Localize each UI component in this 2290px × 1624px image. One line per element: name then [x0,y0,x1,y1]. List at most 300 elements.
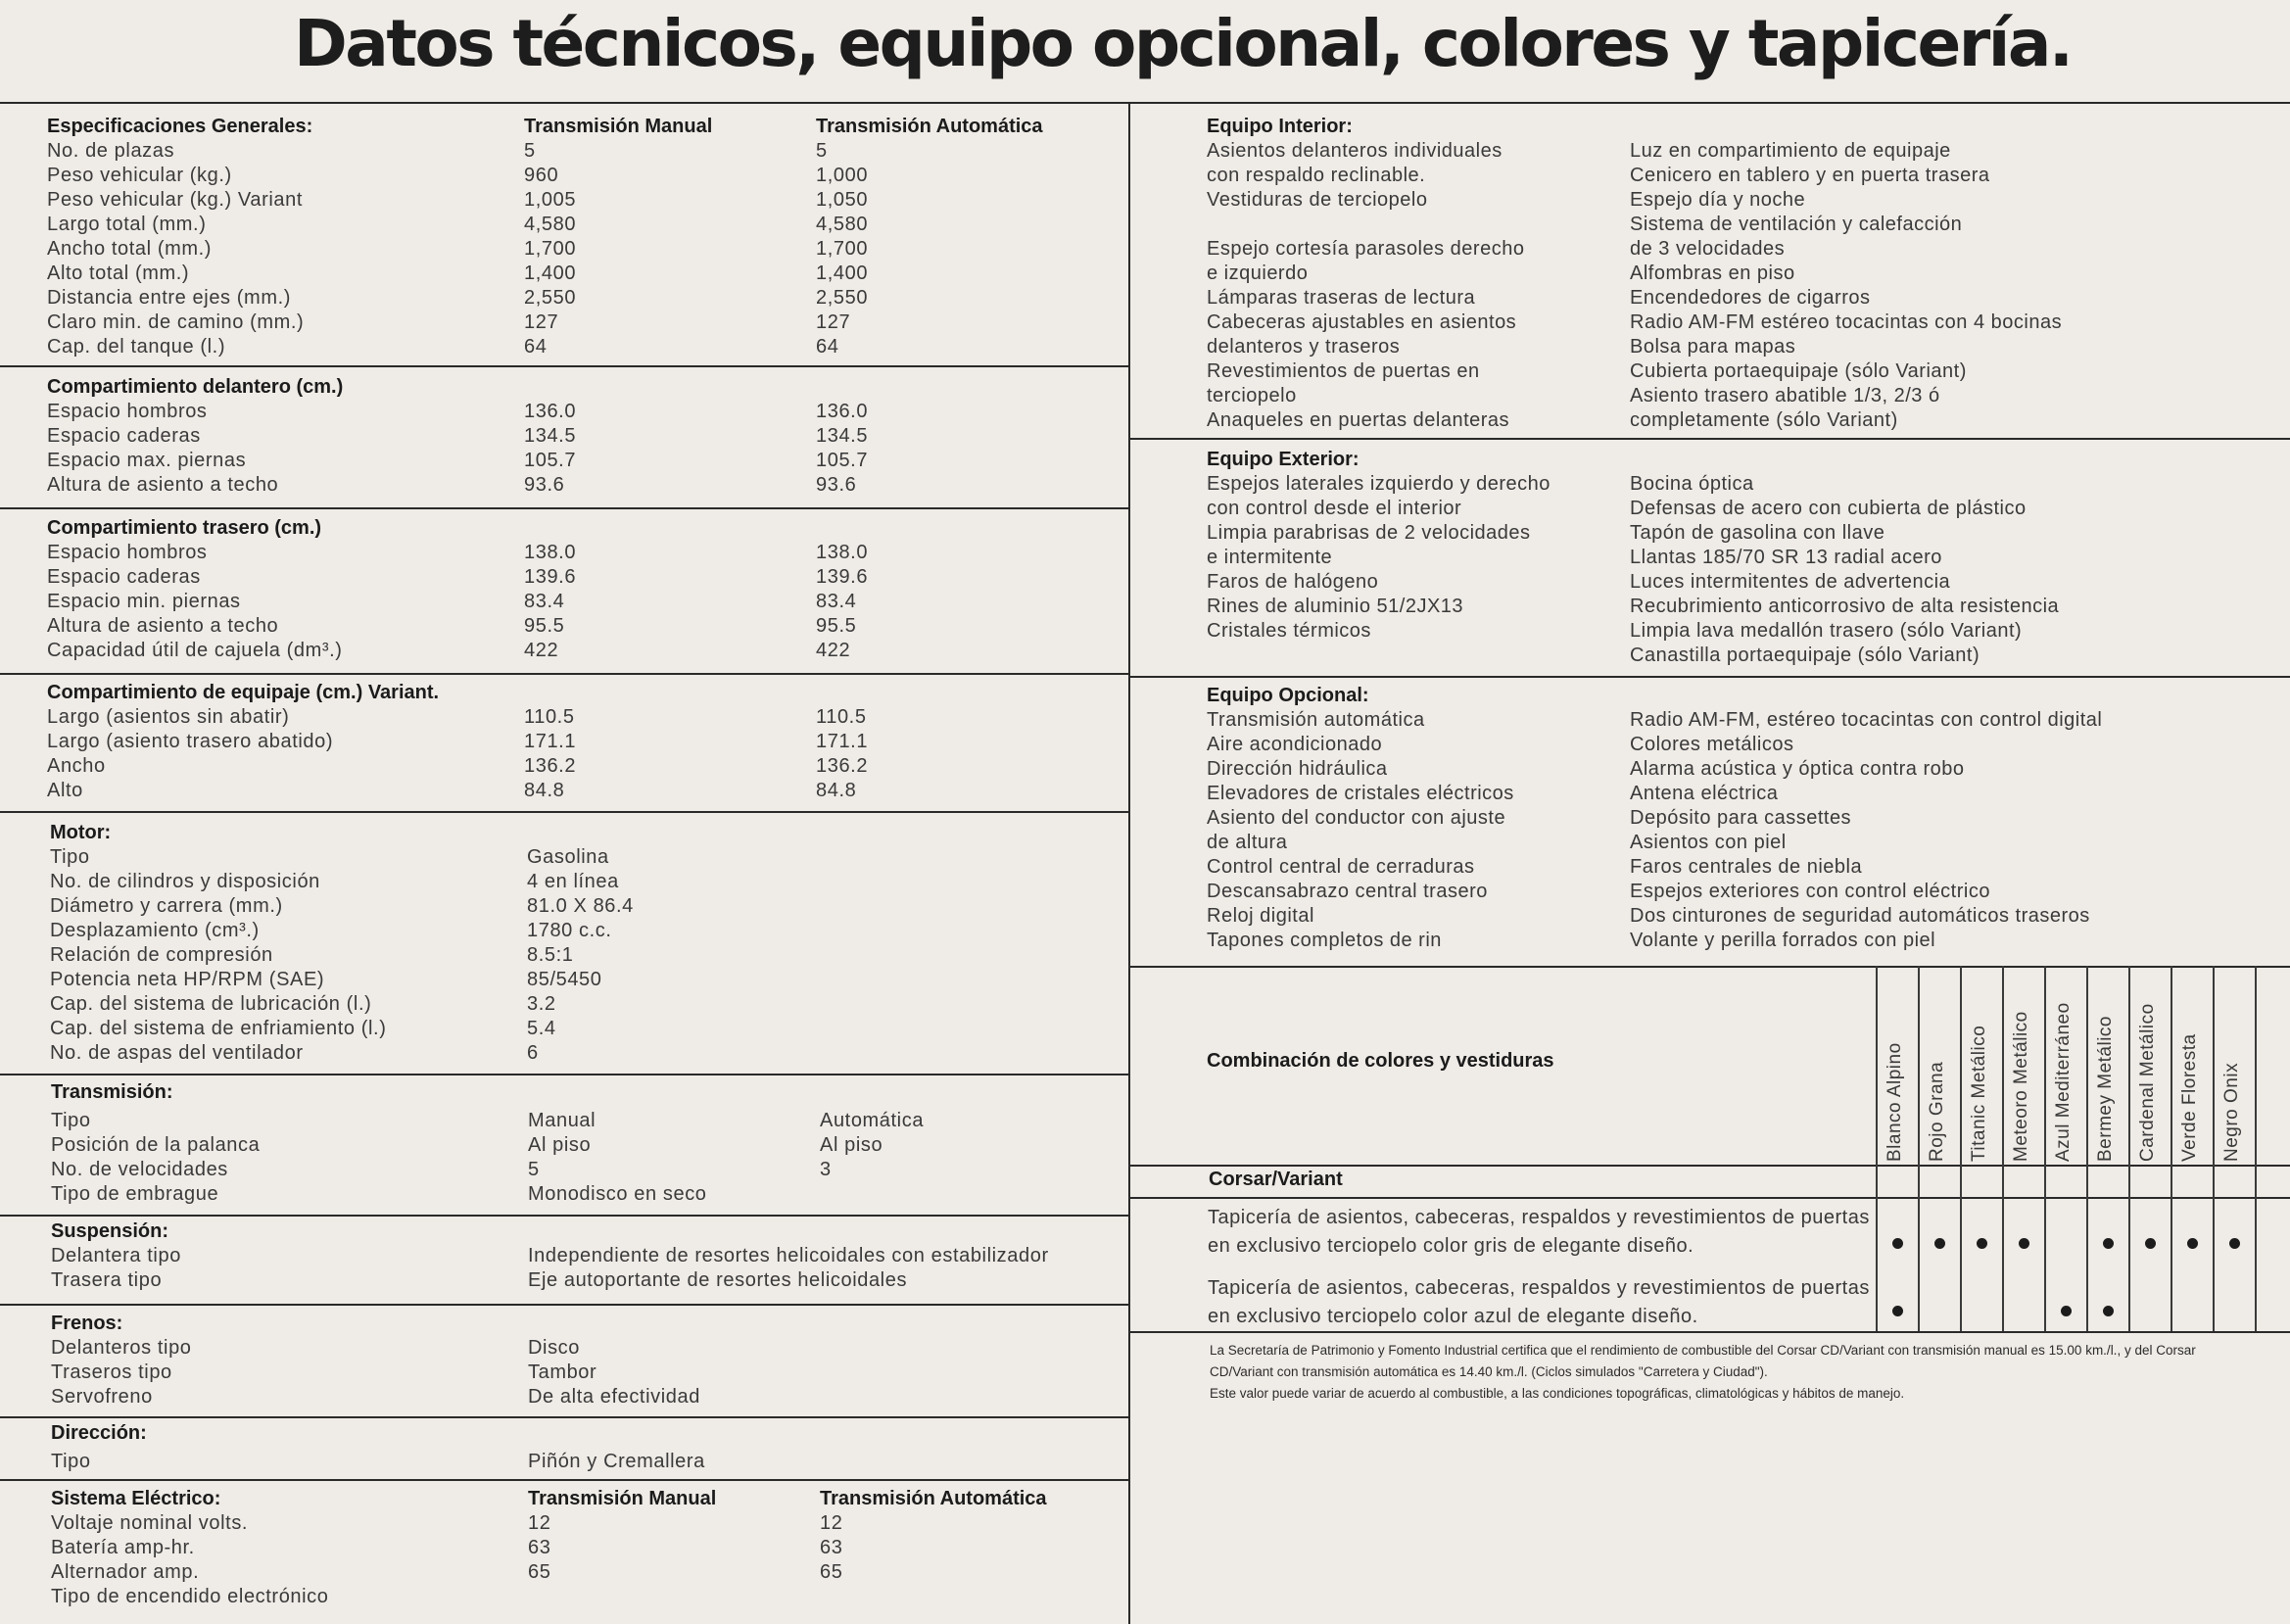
spec-label: Espacio caderas [47,566,201,588]
spec-row [47,310,1115,335]
color-name: Azul Mediterráneo [2053,1002,2074,1162]
spec-row [47,705,1115,730]
list-item: Radio AM-FM estéreo tocacintas con 4 bocinas [1630,311,2063,333]
color-grid-line [2213,966,2215,1331]
spec-auto: 139.6 [816,566,869,588]
color-name: Titanic Metálico [1969,1025,1989,1162]
spec-manual: 1,005 [524,189,577,211]
list-item: Revestimientos de puertas en [1207,360,1480,382]
list-item: Antena eléctrica [1630,783,1779,804]
section-heading: Frenos: [51,1313,123,1334]
spec-row [51,1244,1119,1268]
spec-manual: 127 [524,311,559,333]
spec-row [50,968,1118,992]
list-item: Reloj digital [1207,905,1314,927]
spec-label: Potencia neta HP/RPM (SAE) [50,969,325,990]
section-heading: Dirección: [51,1422,147,1444]
list-item: e izquierdo [1207,263,1309,284]
list-item: Asientos con piel [1630,832,1787,853]
availability-dot [1934,1238,1945,1249]
list-item: Luz en compartimiento de equipaje [1630,140,1951,162]
color-grid-line [1876,966,1878,1331]
section-heading: Sistema Eléctrico: [51,1488,221,1509]
spec-row [50,943,1118,968]
spec-row [51,1536,1119,1560]
spec-auto: 3 [820,1159,832,1180]
spec-manual: 63 [528,1537,551,1558]
spec-row [47,213,1115,237]
upholstery-gray: Tapicería de asientos, cabeceras, respaldos y revestimientos de puertas en exclusivo terciopelo color gris de elegante diseño. [1208,1207,1870,1257]
list-item: de altura [1207,832,1288,853]
list-item: Defensas de acero con cubierta de plástico [1630,498,2027,519]
list-item: Descansabrazo central trasero [1207,881,1488,902]
spec-manual: 4,580 [524,214,577,235]
spec-label: No. de velocidades [51,1159,228,1180]
spec-manual: 65 [528,1561,551,1583]
spec-label: Delantera tipo [51,1245,181,1266]
spec-label: Altura de asiento a techo [47,474,279,496]
spec-auto: 4,580 [816,214,869,235]
spec-manual: 960 [524,165,559,186]
availability-dot [2061,1306,2072,1316]
fuel-note-line: Este valor puede variar de acuerdo al combustible, a las condiciones topográficas, climatológicas y hábitos de manejo. [1210,1386,1905,1401]
color-grid-line [2255,966,2257,1331]
spec-label: Cap. del sistema de lubricación (l.) [50,993,372,1015]
color-name: Rojo Grana [1927,1061,1947,1162]
steering-specs [51,1421,1119,1474]
spec-row [51,1109,1119,1133]
color-table-heading: Combinación de colores y vestiduras [1207,1050,1554,1072]
spec-row [50,845,1118,870]
spec-auto: 422 [816,640,851,661]
section-heading: Equipo Interior: [1207,116,1353,137]
upholstery-blue: Tapicería de asientos, cabeceras, respaldos y revestimientos de puertas en exclusivo terciopelo color azul de elegante diseño. [1208,1277,1870,1327]
spec-label: Relación de compresión [50,944,273,966]
spec-label: Cap. del tanque (l.) [47,336,226,358]
section-heading: Equipo Opcional: [1207,685,1369,706]
spec-row [50,992,1118,1017]
spec-label: Alto [47,780,83,801]
availability-dot [2229,1238,2240,1249]
column-header-auto: Transmisión Automática [816,116,1043,137]
spec-auto: 171.1 [816,731,869,752]
list-item: Encendedores de cigarros [1630,287,1871,309]
spec-label: Espacio hombros [47,401,208,422]
color-name: Meteoro Metálico [2011,1011,2031,1162]
divider [0,365,1128,367]
spec-label: Tipo [50,846,90,868]
divider [1128,1165,2290,1167]
page-title: Datos técnicos, equipo opcional, colores y tapicería. [294,6,2072,81]
spec-value: Eje autoportante de resortes helicoidales [528,1269,908,1291]
list-item: Limpia parabrisas de 2 velocidades [1207,522,1531,544]
column-header-auto: Transmisión Automática [820,1488,1047,1509]
spec-auto: 1,400 [816,263,869,284]
spec-row [47,164,1115,188]
section-heading: Suspensión: [51,1220,169,1242]
spec-auto: 84.8 [816,780,857,801]
availability-dot [1977,1238,1987,1249]
spec-label: Largo (asiento trasero abatido) [47,731,334,752]
spec-manual: 139.6 [524,566,577,588]
spec-label: Distancia entre ejes (mm.) [47,287,291,309]
spec-label: Espacio min. piernas [47,591,241,612]
spec-label: Capacidad útil de cajuela (dm³.) [47,640,343,661]
spec-auto: Automática [820,1110,925,1131]
electrical-specs [51,1487,1119,1609]
spec-label: Ancho total (mm.) [47,238,213,260]
spec-manual: 1,700 [524,238,577,260]
list-item: con respaldo reclinable. [1207,165,1426,186]
divider [0,673,1128,675]
list-item: Espejo día y noche [1630,189,1806,211]
availability-dot [2187,1238,2198,1249]
color-grid-line [1918,966,1920,1331]
availability-dot [1892,1238,1903,1249]
spec-auto: 1,700 [816,238,869,260]
list-item: terciopelo [1207,385,1297,406]
spec-label: Claro min. de camino (mm.) [47,311,305,333]
spec-label: Espacio caderas [47,425,201,447]
divider [0,811,1128,813]
spec-row [50,1017,1118,1041]
exterior-equipment [1207,448,2265,666]
availability-dot [1892,1306,1903,1316]
spec-row [47,449,1115,473]
spec-row [51,1511,1119,1536]
equipment-list-a [1207,139,1618,433]
list-item: con control desde el interior [1207,498,1462,519]
spec-row [47,335,1115,359]
front-compartment [47,375,1115,498]
spec-auto: Al piso [820,1134,883,1156]
spec-value: Disco [528,1337,581,1359]
spec-label: Servofreno [51,1386,153,1408]
list-item: Cenicero en tablero y en puerta trasera [1630,165,1990,186]
spec-label: Peso vehicular (kg.) Variant [47,189,303,211]
list-item: Transmisión automática [1207,709,1425,731]
divider [0,1304,1128,1306]
spec-manual: 5 [528,1159,540,1180]
list-item: e intermitente [1207,547,1333,568]
spec-row [47,188,1115,213]
spec-manual: 95.5 [524,615,565,637]
color-name: Cardenal Metálico [2137,1003,2158,1162]
spec-label: No. de plazas [47,140,175,162]
spec-auto: 63 [820,1537,843,1558]
color-name: Verde Floresta [2179,1033,2200,1162]
list-item: Tapón de gasolina con llave [1630,522,1885,544]
divider [1128,676,2290,678]
spec-auto: 105.7 [816,450,869,471]
equipment-list-a [1207,708,1618,953]
spec-auto: 138.0 [816,542,869,563]
spec-row [47,779,1115,803]
list-item: Asiento trasero abatible 1/3, 2/3 ó [1630,385,1940,406]
section-heading: Compartimiento de equipaje (cm.) Variant. [47,682,440,703]
center-divider [1128,102,1130,1624]
availability-dot [2103,1238,2114,1249]
spec-value: 4 en línea [527,871,619,892]
spec-row [51,1336,1119,1361]
list-item: Canastilla portaequipaje (sólo Variant) [1630,645,1980,666]
spec-auto: 1,000 [816,165,869,186]
spec-row [51,1585,1119,1609]
spec-row [51,1385,1119,1409]
availability-dot [2145,1238,2156,1249]
spec-value: De alta efectividad [528,1386,700,1408]
spec-label: Largo total (mm.) [47,214,207,235]
spec-label: Tipo [51,1110,91,1131]
spec-label: Traseros tipo [51,1361,172,1383]
color-grid-line [2002,966,2004,1331]
list-item: Sistema de ventilación y calefacción [1630,214,1963,235]
spec-row [47,754,1115,779]
spec-label: Desplazamiento (cm³.) [50,920,260,941]
spec-row [51,1268,1119,1293]
list-item: Anaqueles en puertas delanteras [1207,409,1510,431]
rear-compartment [47,516,1115,663]
divider [1128,966,2290,968]
spec-label: Espacio hombros [47,542,208,563]
equipment-list-b [1630,708,2257,953]
spec-value: 8.5:1 [527,944,574,966]
interior-equipment [1207,115,2265,431]
spec-row [47,473,1115,498]
spec-row [51,1158,1119,1182]
section-heading: Motor: [50,822,112,843]
list-item: delanteros y traseros [1207,336,1401,358]
spec-value: 6 [527,1042,539,1064]
suspension-specs [51,1219,1119,1293]
transmission-specs [51,1080,1119,1207]
spec-manual: 93.6 [524,474,565,496]
spec-row [47,286,1115,310]
color-grid-line [2128,966,2130,1331]
divider [0,507,1128,509]
list-item: Dirección hidráulica [1207,758,1388,780]
list-item: Espejo cortesía parasoles derecho [1207,238,1525,260]
list-item: Dos cinturones de seguridad automáticos traseros [1630,905,2090,927]
spec-auto: 134.5 [816,425,869,447]
color-grid-line [1960,966,1962,1331]
spec-auto: 83.4 [816,591,857,612]
equipment-list-a [1207,472,1618,644]
spec-label: Alternador amp. [51,1561,200,1583]
spec-manual: Al piso [528,1134,592,1156]
spec-row [50,1041,1118,1066]
divider [1128,438,2290,440]
spec-row [47,730,1115,754]
divider [1128,1197,2290,1199]
equipment-list-b [1630,139,2257,433]
section-heading: Compartimiento delantero (cm.) [47,376,344,398]
spec-value: Tambor [528,1361,597,1383]
spec-manual: 138.0 [524,542,577,563]
spec-auto: 110.5 [816,706,867,728]
color-name: Blanco Alpino [1884,1042,1905,1162]
luggage-compartment [47,681,1115,803]
list-item: Cristales térmicos [1207,620,1371,642]
list-item: Faros de halógeno [1207,571,1379,593]
spec-row [47,262,1115,286]
spec-manual: 105.7 [524,450,577,471]
list-item: Recubrimiento anticorrosivo de alta resistencia [1630,596,2060,617]
fuel-note-line: La Secretaría de Patrimonio y Fomento Industrial certifica que el rendimiento de combustible del Corsar CD/Variant con transmisión manual es 15.00 km./l., y del Corsar CD/Variant con transmisión automática es 14.40 km./l. (Ciclos simulados "Carretera y Ciudad"). [1210,1343,2196,1379]
list-item: Bolsa para mapas [1630,336,1796,358]
spec-label: Trasera tipo [51,1269,163,1291]
spec-manual: 110.5 [524,706,575,728]
spec-row [51,1450,1119,1474]
spec-value: 3.2 [527,993,556,1015]
equipment-list-b [1630,472,2257,668]
divider [0,1074,1128,1075]
divider [0,1479,1128,1481]
spec-row [51,1361,1119,1385]
list-item: Limpia lava medallón trasero (sólo Variant) [1630,620,2023,642]
spec-auto: 2,550 [816,287,869,309]
spec-value: Gasolina [527,846,609,868]
spec-row [47,400,1115,424]
spec-row [47,541,1115,565]
color-grid-line [2044,966,2046,1331]
top-rule [0,102,2290,104]
list-item: Espejos exteriores con control eléctrico [1630,881,1990,902]
list-item: Faros centrales de niebla [1630,856,1863,878]
color-name: Bermey Metálico [2095,1016,2116,1162]
column-header-manual: Transmisión Manual [528,1488,717,1509]
spec-label: Voltaje nominal volts. [51,1512,249,1534]
optional-equipment [1207,684,2265,951]
spec-manual: 5 [524,140,536,162]
spec-value: 81.0 X 86.4 [527,895,634,917]
list-item: Alarma acústica y óptica contra robo [1630,758,1965,780]
list-item: Asiento del conductor con ajuste [1207,807,1506,829]
spec-label: Tipo de embrague [51,1183,219,1205]
spec-row [47,424,1115,449]
list-item: Bocina óptica [1630,473,1754,495]
column-header-manual: Transmisión Manual [524,116,713,137]
spec-manual: 83.4 [524,591,565,612]
spec-auto: 65 [820,1561,843,1583]
list-item: Aire acondicionado [1207,734,1383,755]
color-name: Negro Onix [2221,1062,2242,1162]
spec-manual: 136.0 [524,401,577,422]
list-item: Rines de aluminio 51/2JX13 [1207,596,1464,617]
spec-auto: 127 [816,311,851,333]
spec-value: 1780 c.c. [527,920,612,941]
spec-manual: 84.8 [524,780,565,801]
list-item: completamente (sólo Variant) [1630,409,1898,431]
list-item: Alfombras en piso [1630,263,1795,284]
spec-auto: 1,050 [816,189,869,211]
spec-auto: 12 [820,1512,843,1534]
spec-label: Delanteros tipo [51,1337,192,1359]
section-heading: Compartimiento trasero (cm.) [47,517,322,539]
list-item: Asientos delanteros individuales [1207,140,1503,162]
spec-auto: 64 [816,336,839,358]
divider [0,1215,1128,1217]
spec-row [47,139,1115,164]
spec-value: Independiente de resortes helicoidales con estabilizador [528,1245,1049,1266]
spec-label: Peso vehicular (kg.) [47,165,232,186]
divider [1128,1331,2290,1333]
model-label: Corsar/Variant [1209,1169,1343,1190]
spec-row [51,1182,1119,1207]
spec-value: 85/5450 [527,969,602,990]
spec-label: Espacio max. piernas [47,450,247,471]
list-item [1207,213,1618,237]
list-item: Cubierta portaequipaje (sólo Variant) [1630,360,1967,382]
spec-label: Posición de la palanca [51,1134,261,1156]
spec-row [47,237,1115,262]
spec-label: Diámetro y carrera (mm.) [50,895,283,917]
spec-auto: 93.6 [816,474,857,496]
spec-label: No. de aspas del ventilador [50,1042,304,1064]
list-item: de 3 velocidades [1630,238,1786,260]
spec-row [50,919,1118,943]
list-item: Luces intermitentes de advertencia [1630,571,1951,593]
spec-auto: 95.5 [816,615,857,637]
spec-manual: 134.5 [524,425,577,447]
color-grid-line [2086,966,2088,1331]
list-item: Vestiduras de terciopelo [1207,189,1428,211]
spec-manual: Manual [528,1110,596,1131]
spec-label: Alto total (mm.) [47,263,190,284]
availability-dot [2019,1238,2029,1249]
spec-value: Piñón y Cremallera [528,1451,705,1472]
list-item: Llantas 185/70 SR 13 radial acero [1630,547,1942,568]
spec-manual: 136.2 [524,755,577,777]
spec-row [47,614,1115,639]
spec-label: Batería amp-hr. [51,1537,195,1558]
spec-auto: 136.0 [816,401,869,422]
list-item: Cabeceras ajustables en asientos [1207,311,1517,333]
list-item: Depósito para cassettes [1630,807,1852,829]
fuel-note [1210,1340,2228,1405]
spec-label: Ancho [47,755,106,777]
spec-label: Tipo de encendido electrónico [51,1586,329,1607]
spec-row [47,639,1115,663]
color-grid-line [2171,966,2172,1331]
spec-label: Largo (asientos sin abatir) [47,706,290,728]
brakes-specs [51,1312,1119,1409]
spec-manual: Monodisco en seco [528,1183,707,1205]
spec-row [51,1133,1119,1158]
spec-label: Altura de asiento a techo [47,615,279,637]
divider [0,1416,1128,1418]
list-item: Radio AM-FM, estéreo tocacintas con control digital [1630,709,2103,731]
spec-row [47,590,1115,614]
list-item: Tapones completos de rin [1207,930,1442,951]
spec-manual: 64 [524,336,548,358]
list-item: Colores metálicos [1630,734,1794,755]
spec-label: No. de cilindros y disposición [50,871,320,892]
spec-manual: 422 [524,640,559,661]
availability-dot [2103,1306,2114,1316]
spec-label: Cap. del sistema de enfriamiento (l.) [50,1018,387,1039]
list-item: Lámparas traseras de lectura [1207,287,1476,309]
spec-manual: 171.1 [524,731,577,752]
list-item: Volante y perilla forrados con piel [1630,930,1936,951]
section-heading: Transmisión: [51,1081,173,1103]
section-heading: Especificaciones Generales: [47,116,313,137]
spec-auto: 136.2 [816,755,869,777]
engine-specs [50,821,1118,1066]
list-item: Control central de cerraduras [1207,856,1475,878]
spec-row [47,565,1115,590]
spec-row [50,870,1118,894]
